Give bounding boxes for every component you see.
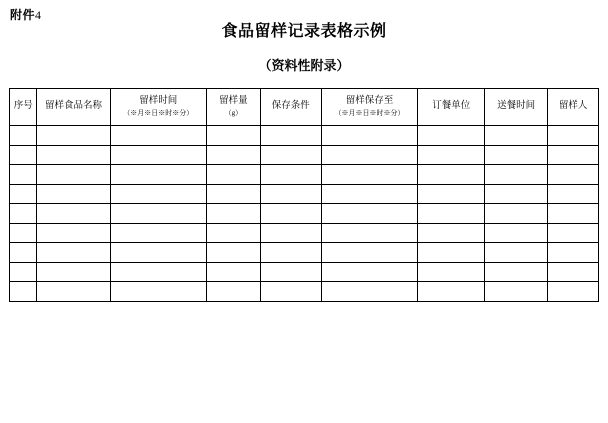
cell-sampler[interactable] xyxy=(548,184,599,204)
column-header-sampler xyxy=(548,89,599,126)
cell-sample-time[interactable] xyxy=(110,165,206,185)
cell-storage-condition[interactable] xyxy=(260,145,321,165)
cell-food-name[interactable] xyxy=(37,204,110,224)
table-row xyxy=(10,282,599,302)
cell-food-name[interactable] xyxy=(37,223,110,243)
cell-sample-time[interactable] xyxy=(110,243,206,263)
page-title: 食品留样记录表格示例 xyxy=(221,23,387,40)
cell-sample-time[interactable] xyxy=(110,184,206,204)
table-row xyxy=(10,262,599,282)
table-row xyxy=(10,126,599,146)
cell-sample-time[interactable] xyxy=(110,223,206,243)
table-body xyxy=(10,126,599,302)
cell-keep-until[interactable] xyxy=(321,145,417,165)
cell-sample-amount[interactable] xyxy=(206,204,260,224)
page-subtitle: （资料性附录） xyxy=(258,58,350,73)
attachment-number: 4 xyxy=(35,8,42,22)
cell-sample-amount[interactable] xyxy=(206,243,260,263)
cell-food-name[interactable] xyxy=(37,243,110,263)
cell-storage-condition[interactable] xyxy=(260,282,321,302)
cell-order-unit[interactable] xyxy=(418,204,485,224)
column-header-storage-condition xyxy=(260,89,321,126)
table-header-row xyxy=(10,89,599,126)
column-header-delivery-time xyxy=(485,89,548,126)
table-row xyxy=(10,204,599,224)
cell-order-unit[interactable] xyxy=(418,243,485,263)
records-table-wrapper xyxy=(9,88,599,302)
cell-sample-amount[interactable] xyxy=(206,165,260,185)
cell-delivery-time[interactable] xyxy=(485,126,548,146)
column-header-order-unit-main: 订餐单位 xyxy=(432,100,471,111)
cell-sampler[interactable] xyxy=(548,282,599,302)
cell-seq[interactable] xyxy=(10,223,37,243)
table-header xyxy=(10,89,599,126)
cell-sampler[interactable] xyxy=(548,145,599,165)
cell-order-unit[interactable] xyxy=(418,165,485,185)
column-header-food-name xyxy=(37,89,110,126)
cell-order-unit[interactable] xyxy=(418,223,485,243)
cell-keep-until[interactable] xyxy=(321,262,417,282)
cell-sampler[interactable] xyxy=(548,243,599,263)
cell-sample-amount[interactable] xyxy=(206,223,260,243)
cell-sample-time[interactable] xyxy=(110,145,206,165)
cell-sample-amount[interactable] xyxy=(206,282,260,302)
cell-sample-time[interactable] xyxy=(110,282,206,302)
cell-storage-condition[interactable] xyxy=(260,262,321,282)
cell-order-unit[interactable] xyxy=(418,126,485,146)
cell-delivery-time[interactable] xyxy=(485,184,548,204)
table-row xyxy=(10,184,599,204)
cell-sample-amount[interactable] xyxy=(206,126,260,146)
cell-keep-until[interactable] xyxy=(321,223,417,243)
cell-sample-time[interactable] xyxy=(110,204,206,224)
cell-storage-condition[interactable] xyxy=(260,243,321,263)
cell-storage-condition[interactable] xyxy=(260,165,321,185)
column-header-sample-time xyxy=(110,89,206,126)
column-header-sample-time-sub: （※月※日※时※分） xyxy=(123,109,194,118)
cell-seq[interactable] xyxy=(10,184,37,204)
attachment-label-text: 附件 xyxy=(10,8,36,22)
table-row xyxy=(10,223,599,243)
cell-seq[interactable] xyxy=(10,165,37,185)
cell-delivery-time[interactable] xyxy=(485,145,548,165)
cell-food-name[interactable] xyxy=(37,126,110,146)
cell-delivery-time[interactable] xyxy=(485,223,548,243)
cell-keep-until[interactable] xyxy=(321,126,417,146)
cell-storage-condition[interactable] xyxy=(260,223,321,243)
column-header-sample-amount xyxy=(206,89,260,126)
cell-food-name[interactable] xyxy=(37,165,110,185)
cell-order-unit[interactable] xyxy=(418,145,485,165)
cell-sample-time[interactable] xyxy=(110,126,206,146)
column-header-keep-until xyxy=(321,89,417,126)
cell-sampler[interactable] xyxy=(548,165,599,185)
table-row xyxy=(10,243,599,263)
cell-keep-until[interactable] xyxy=(321,243,417,263)
cell-sample-amount[interactable] xyxy=(206,262,260,282)
cell-sampler[interactable] xyxy=(548,262,599,282)
cell-keep-until[interactable] xyxy=(321,282,417,302)
cell-seq[interactable] xyxy=(10,243,37,263)
cell-order-unit[interactable] xyxy=(418,262,485,282)
cell-sampler[interactable] xyxy=(548,204,599,224)
cell-seq[interactable] xyxy=(10,282,37,302)
cell-seq[interactable] xyxy=(10,204,37,224)
cell-storage-condition[interactable] xyxy=(260,126,321,146)
cell-keep-until[interactable] xyxy=(321,184,417,204)
cell-order-unit[interactable] xyxy=(418,282,485,302)
column-header-keep-until-sub: （※月※日※时※分） xyxy=(334,109,405,118)
column-header-sample-time-main: 留样时间 xyxy=(139,96,178,107)
column-header-food-name-main: 留样食品名称 xyxy=(44,100,102,111)
cell-sample-time[interactable] xyxy=(110,262,206,282)
cell-sampler[interactable] xyxy=(548,223,599,243)
cell-food-name[interactable] xyxy=(37,184,110,204)
cell-sample-amount[interactable] xyxy=(206,184,260,204)
column-header-delivery-time-main: 送餐时间 xyxy=(497,100,536,111)
cell-seq[interactable] xyxy=(10,126,37,146)
cell-keep-until[interactable] xyxy=(321,165,417,185)
column-header-sample-amount-sub: （g） xyxy=(224,109,243,118)
cell-storage-condition[interactable] xyxy=(260,204,321,224)
cell-sample-amount[interactable] xyxy=(206,145,260,165)
cell-delivery-time[interactable] xyxy=(485,204,548,224)
cell-delivery-time[interactable] xyxy=(485,282,548,302)
column-header-storage-condition-main: 保存条件 xyxy=(271,100,310,111)
cell-order-unit[interactable] xyxy=(418,184,485,204)
cell-food-name[interactable] xyxy=(37,262,110,282)
cell-delivery-time[interactable] xyxy=(485,243,548,263)
food-sample-records-table xyxy=(9,88,599,302)
cell-delivery-time[interactable] xyxy=(485,262,548,282)
cell-keep-until[interactable] xyxy=(321,204,417,224)
column-header-sample-amount-main: 留样量 xyxy=(219,96,248,107)
column-header-order-unit xyxy=(418,89,485,126)
table-row xyxy=(10,145,599,165)
column-header-seq xyxy=(10,89,37,126)
cell-seq[interactable] xyxy=(10,262,37,282)
cell-seq[interactable] xyxy=(10,145,37,165)
cell-delivery-time[interactable] xyxy=(485,165,548,185)
cell-food-name[interactable] xyxy=(37,145,110,165)
table-row xyxy=(10,165,599,185)
column-header-sampler-main: 留样人 xyxy=(558,100,588,111)
cell-storage-condition[interactable] xyxy=(260,184,321,204)
cell-sampler[interactable] xyxy=(548,126,599,146)
column-header-keep-until-main: 留样保存至 xyxy=(345,96,394,107)
column-header-seq-main: 序号 xyxy=(13,100,33,111)
cell-food-name[interactable] xyxy=(37,282,110,302)
